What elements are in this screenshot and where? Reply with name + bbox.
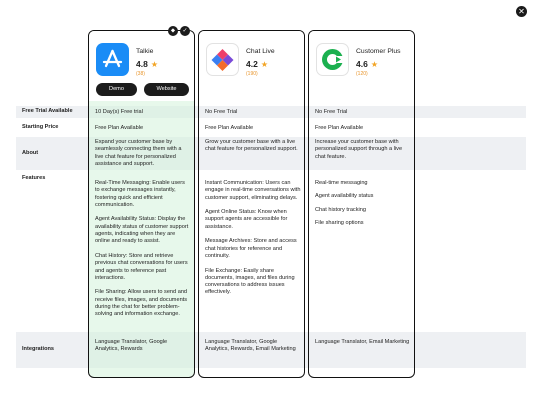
feature-item: Real-time messaging bbox=[315, 180, 368, 186]
talkie-logo bbox=[96, 43, 129, 76]
about-text: Increase your customer base with personalized support through a live chat feature. bbox=[315, 139, 403, 160]
star-icon: ★ bbox=[150, 60, 158, 69]
pin-button[interactable] bbox=[168, 26, 178, 36]
app-rating: 4.6 ★ bbox=[356, 59, 378, 69]
chat-live-logo bbox=[206, 43, 239, 76]
free-trial-value: 10 Day(s) Free trial bbox=[95, 109, 143, 115]
chat-live-mark-icon bbox=[207, 44, 238, 75]
check-icon: ✓ bbox=[182, 27, 188, 34]
website-button[interactable]: Website bbox=[144, 83, 189, 96]
integrations-value: Language Translator, Google Analytics, Rewards bbox=[95, 339, 168, 353]
selected-check[interactable] bbox=[180, 26, 190, 36]
customer-plus-logo bbox=[316, 43, 349, 76]
app-rating: 4.2 ★ bbox=[246, 59, 268, 69]
app-card-chat-live bbox=[198, 30, 305, 378]
starting-price-value: Free Plan Available bbox=[315, 125, 364, 131]
features-list bbox=[95, 180, 191, 326]
row-label-free-trial: Free Trial Available bbox=[22, 108, 73, 114]
about-text: Grow your customer base with a live chat feature for personalized support. bbox=[205, 139, 298, 153]
customer-plus-mark-icon bbox=[317, 44, 348, 75]
free-trial-value: No Free Trial bbox=[205, 109, 238, 115]
app-card-talkie bbox=[88, 30, 195, 378]
review-count: (190) bbox=[246, 71, 258, 77]
feature-item: Agent Online Status: Know when support agents are accessible for assistance. bbox=[205, 209, 288, 230]
free-trial-value: No Free Trial bbox=[315, 109, 348, 115]
app-store-icon bbox=[96, 43, 129, 76]
integrations-value: Language Translator, Google Analytics, Rewards, Email Marketing bbox=[205, 339, 296, 353]
review-count: (120) bbox=[356, 71, 368, 77]
close-button[interactable] bbox=[516, 6, 527, 17]
integrations-value: Language Translator, Email Marketing bbox=[315, 339, 410, 345]
feature-item: Real-Time Messaging: Enable users to exchange messages instantly, fostering quick and efficient communication. bbox=[95, 180, 185, 208]
star-icon: ★ bbox=[260, 60, 268, 69]
features-list bbox=[205, 180, 301, 304]
feature-item: File Sharing: Allow users to send and receive files, images, and documents during the chat for better problem-solving and information exchange. bbox=[95, 289, 188, 318]
feature-item: Instant Communication: Users can engage in real-time conversations with customer support, eliminating delays. bbox=[205, 180, 301, 201]
row-label-about: About bbox=[22, 150, 39, 156]
feature-item: Message Archives: Store and access chat histories for reference and continuity. bbox=[205, 238, 297, 259]
feature-item: Agent Availability Status: Display the availability status of customer support agents, indicating when they are online and ready to assist. bbox=[95, 216, 189, 245]
star-icon: ★ bbox=[370, 60, 378, 69]
about-text: Expand your customer base by seamlessly connecting them with a live chat feature for personalized assistance and support. bbox=[95, 139, 182, 167]
row-label-features: Features bbox=[22, 175, 46, 181]
demo-button[interactable]: Demo bbox=[96, 83, 137, 96]
app-rating: 4.8 ★ bbox=[136, 59, 158, 69]
feature-item: Agent availability status bbox=[315, 193, 374, 200]
starting-price-value: Free Plan Available bbox=[95, 125, 144, 131]
app-card-customer-plus bbox=[308, 30, 415, 378]
starting-price-value: Free Plan Available bbox=[205, 125, 254, 131]
close-icon: ✕ bbox=[518, 7, 525, 16]
feature-item: File Exchange: Easily share documents, images, and files during conversations to address issues effectively. bbox=[205, 267, 295, 296]
pin-icon: ⬥ bbox=[170, 27, 176, 34]
row-label-starting-price: Starting Price bbox=[22, 124, 59, 130]
feature-item: File sharing options bbox=[315, 219, 364, 226]
features-list bbox=[315, 180, 411, 234]
review-count: (38) bbox=[136, 71, 145, 77]
feature-item: Chat History: Store and retrieve previous chat conversations for users and agents to reference past interactions. bbox=[95, 252, 188, 281]
app-name: Customer Plus bbox=[356, 48, 401, 55]
row-label-integrations: Integrations bbox=[22, 346, 55, 352]
app-name: Chat Live bbox=[246, 48, 275, 55]
app-name: Talkie bbox=[136, 48, 154, 55]
feature-item: Chat history tracking bbox=[315, 206, 366, 213]
